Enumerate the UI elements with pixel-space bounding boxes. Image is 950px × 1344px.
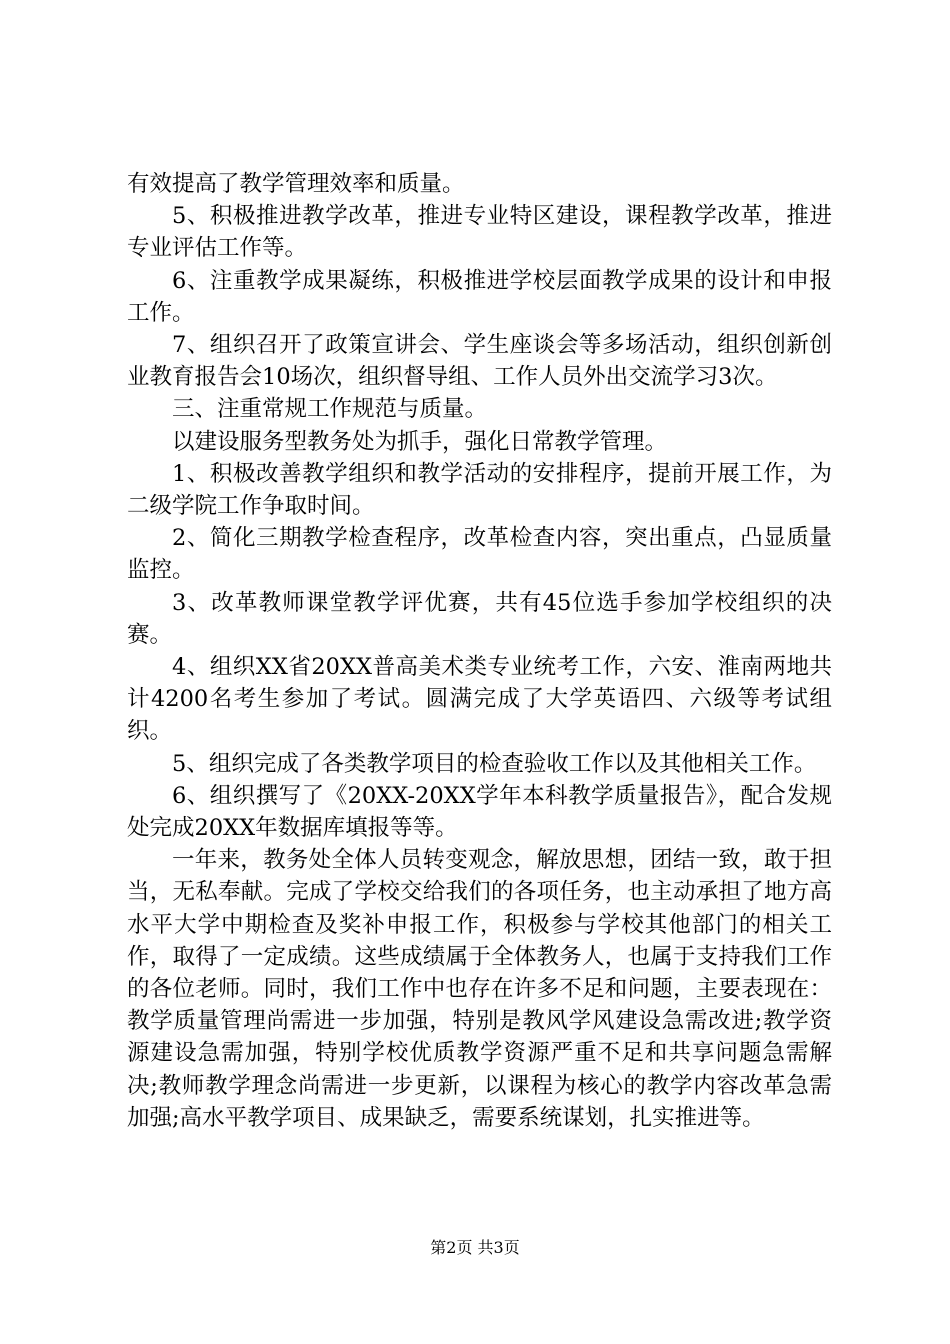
paragraph: 7、组织召开了政策宣讲会、学生座谈会等多场活动，组织创新创业教育报告会10场次，组织督导组、工作人员外出交流学习3次。 bbox=[127, 332, 832, 391]
paragraph: 有效提高了教学管理效率和质量。 bbox=[127, 171, 465, 197]
paragraph: 6、注重教学成果凝练，积极推进学校层面教学成果的设计和申报工作。 bbox=[127, 267, 832, 326]
body-text bbox=[127, 168, 832, 1134]
paragraph: 5、组织完成了各类教学项目的检查验收工作以及其他相关工作。 bbox=[172, 750, 817, 777]
paragraph: 5、积极推进教学改革，推进专业特区建设，课程教学改革，推进专业评估工作等。 bbox=[127, 203, 832, 262]
paragraph: 以建设服务型教务处为抓手，强化日常教学管理。 bbox=[172, 428, 668, 455]
paragraph: 2、简化三期教学检查程序，改革检查内容，突出重点，凸显质量监控。 bbox=[127, 525, 832, 584]
paragraph: 1、积极改善教学组织和教学活动的安排程序，提前开展工作，为二级学院工作争取时间。 bbox=[127, 460, 832, 520]
paragraph: 4、组织XX省20XX普高美术类专业统考工作，六安、淮南两地共计4200名考生参加了考试。圆满完成了大学英语四、六级等考试组织。 bbox=[127, 654, 832, 745]
paragraph: 一年来，教务处全体人员转变观念，解放思想，团结一致，敢于担当，无私奉献。完成了学校交给我们的各项任务，也主动承担了地方高水平大学中期检查及奖补申报工作，积极参与学校其他部门的相关工作，取得了一定成绩。这些成绩属于全体教务人，也属于支持我们工作的各位老师。同时，我们工作中也存在许多不足和问题，主要表现在：教学质量管理尚需进一步加强，特别是教风学风建设急需改进;教学资源建设急需加强，特别学校优质教学资源严重不足和共享问题急需解决;教师教学理念尚需进一步更新，以课程为核心的教学内容改革急需加强;高水平教学项目、成果缺乏，需要系统谋划，扎实推进等。 bbox=[127, 847, 832, 1131]
page-number: 第2页 共3页 bbox=[430, 1238, 520, 1257]
section-heading: 三、注重常规工作规范与质量。 bbox=[172, 396, 488, 423]
paragraph: 6、组织撰写了《20XX-20XX学年本科教学质量报告》，配合发规处完成20XX年数据库填报等等。 bbox=[127, 782, 832, 842]
paragraph: 3、改革教师课堂教学评优赛，共有45位选手参加学校组织的决赛。 bbox=[127, 589, 832, 648]
